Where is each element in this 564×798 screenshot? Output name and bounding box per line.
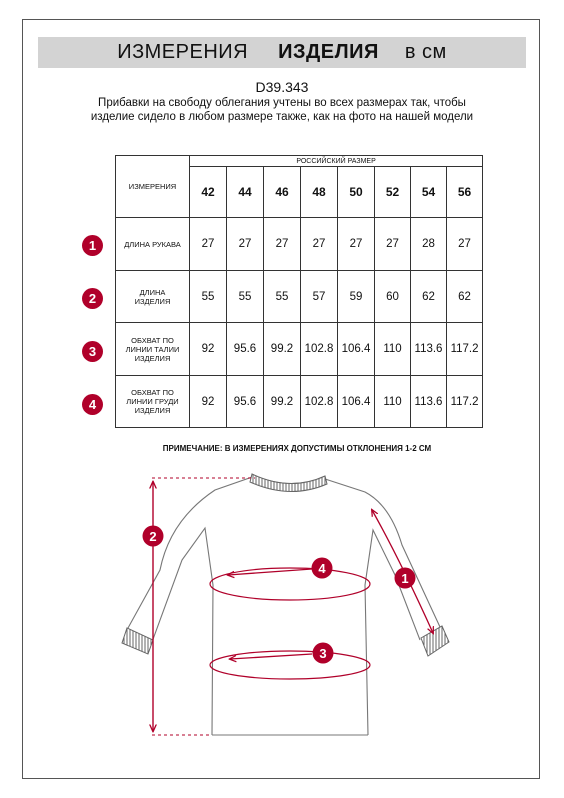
marker-4: 4 <box>82 394 103 415</box>
table-cell: 95.6 <box>227 323 264 376</box>
table-cell: 27 <box>227 218 264 271</box>
table-cell: 28 <box>411 218 447 271</box>
table-cell: 102.8 <box>301 376 338 428</box>
size-group-header: РОССИЙСКИЙ РАЗМЕР <box>190 156 483 167</box>
title-product: ИЗДЕЛИЯ <box>278 41 379 63</box>
sketch-marker-1 <box>395 568 416 589</box>
left-cuff <box>122 628 153 654</box>
svg-text:3: 3 <box>319 646 327 661</box>
table-cell: 92 <box>190 376 227 428</box>
table-cell: 62 <box>411 271 447 323</box>
table-cell: 113.6 <box>411 376 447 428</box>
marker-2: 2 <box>82 288 103 309</box>
right-cuff <box>421 626 449 656</box>
table-cell: 106.4 <box>338 376 375 428</box>
table-cell: 57 <box>301 271 338 323</box>
table-cell: 117.2 <box>447 323 483 376</box>
table-cell: 27 <box>264 218 301 271</box>
size-header: 42 <box>190 167 227 218</box>
length-guides <box>152 478 255 735</box>
table-cell: 99.2 <box>264 323 301 376</box>
table-cell: 55 <box>227 271 264 323</box>
sketch-marker-2 <box>143 526 164 547</box>
table-cell: 27 <box>375 218 411 271</box>
note: ПРИМЕЧАНИЕ: В ИЗМЕРЕНИЯХ ДОПУСТИМЫ ОТКЛОНЕНИЯ 1-2 СМ <box>162 444 432 453</box>
table-cell: 59 <box>338 271 375 323</box>
table-cell: 113.6 <box>411 323 447 376</box>
table-cell: 102.8 <box>301 323 338 376</box>
table-cell: 60 <box>375 271 411 323</box>
table-cell: 27 <box>338 218 375 271</box>
marker-3: 3 <box>82 341 103 362</box>
table-cell: 106.4 <box>338 323 375 376</box>
table-cell: 95.6 <box>227 376 264 428</box>
sketch-marker-3 <box>313 643 334 664</box>
collar-rib <box>250 474 327 492</box>
description: Прибавки на свободу облегания учтены во всех размерах так, чтобы изделие сидело в любом размере также, как на фото на нашей модели <box>90 97 474 123</box>
row-label: ДЛИНА РУКАВА <box>116 218 190 271</box>
row-label: ОБХВАТ ПО ЛИНИИ ГРУДИ ИЗДЕЛИЯ <box>116 376 190 428</box>
table-cell: 55 <box>264 271 301 323</box>
article-code: D39.343 <box>255 79 309 95</box>
measure-header: ИЗМЕРЕНИЯ <box>116 156 190 218</box>
size-header: 44 <box>227 167 264 218</box>
table-cell: 27 <box>301 218 338 271</box>
table-cell: 55 <box>190 271 227 323</box>
table-cell: 117.2 <box>447 376 483 428</box>
table-cell: 62 <box>447 271 483 323</box>
size-header: 50 <box>338 167 375 218</box>
table-cell: 99.2 <box>264 376 301 428</box>
table-cell: 110 <box>375 323 411 376</box>
table-cell: 110 <box>375 376 411 428</box>
row-label: ОБХВАТ ПО ЛИНИИ ТАЛИИ ИЗДЕЛИЯ <box>116 323 190 376</box>
size-header: 48 <box>301 167 338 218</box>
svg-text:1: 1 <box>401 571 409 586</box>
sweater-outline <box>128 476 440 735</box>
table-cell: 92 <box>190 323 227 376</box>
svg-text:2: 2 <box>149 529 157 544</box>
size-header: 46 <box>264 167 301 218</box>
table-cell: 27 <box>190 218 227 271</box>
sketch-marker-4 <box>312 558 333 579</box>
marker-1: 1 <box>82 235 103 256</box>
size-header: 54 <box>411 167 447 218</box>
row-label: ДЛИНА ИЗДЕЛИЯ <box>116 271 190 323</box>
table-cell: 27 <box>447 218 483 271</box>
svg-text:4: 4 <box>318 561 326 576</box>
title-unit: в см <box>404 41 447 63</box>
title-measurements: ИЗМЕРЕНИЯ <box>117 41 249 63</box>
waist-arrow <box>230 654 312 659</box>
size-header: 56 <box>447 167 483 218</box>
chest-ellipse <box>210 568 370 600</box>
size-header: 52 <box>375 167 411 218</box>
